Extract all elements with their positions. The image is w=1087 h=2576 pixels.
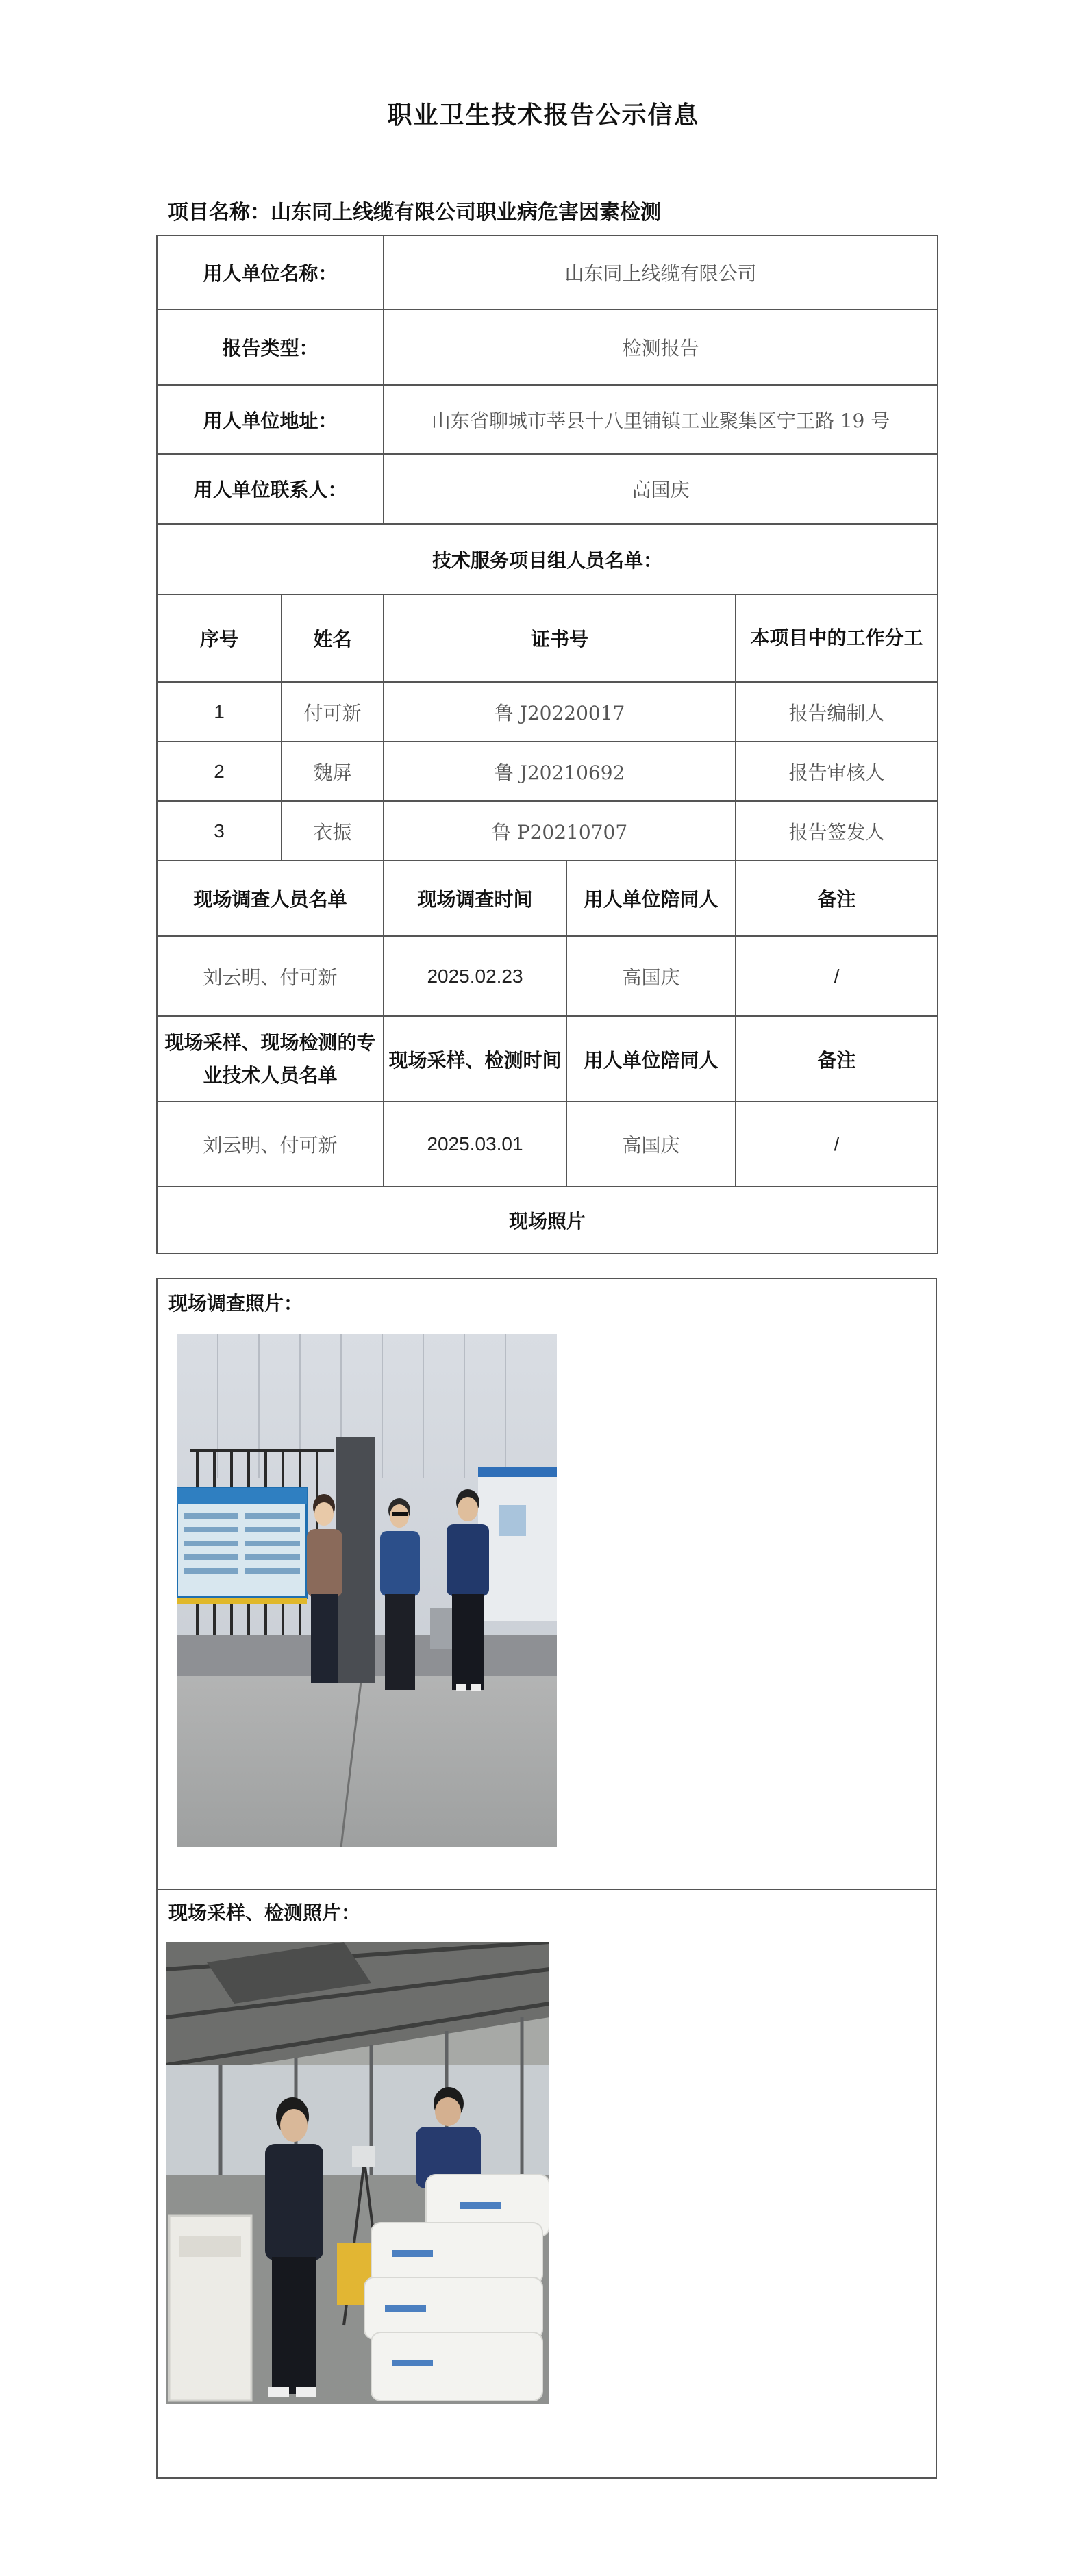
- survey-header-note: 备注: [736, 861, 938, 936]
- survey-photo: [177, 1334, 557, 1847]
- team-row-cert: 鲁 J20220017: [384, 682, 736, 742]
- team-row-name: 付可新: [282, 682, 384, 742]
- team-row-name: 衣振: [282, 801, 384, 861]
- sampling-row: [157, 1102, 938, 1187]
- team-heading-row: [157, 524, 938, 594]
- survey-header-date: 现场调查时间: [384, 861, 566, 936]
- team-row-role: 报告编制人: [736, 682, 938, 742]
- team-row-no: 1: [157, 682, 282, 742]
- info-row-report-type: [157, 310, 938, 385]
- project-value: 山东同上线缆有限公司职业病危害因素检测: [271, 201, 661, 225]
- team-row-name: 魏屏: [282, 742, 384, 801]
- sampling-header-date: 现场采样、检测时间: [384, 1016, 566, 1102]
- team-row: [157, 682, 938, 742]
- unit-name-label: 用人单位名称：: [157, 236, 384, 310]
- team-row-no: 3: [157, 801, 282, 861]
- team-header-no: 序号: [157, 594, 282, 682]
- team-header-row: [157, 594, 938, 682]
- photos-heading: 现场照片: [157, 1187, 938, 1254]
- address-value: 山东省聊城市莘县十八里铺镇工业聚集区宁王路 19 号: [384, 385, 938, 454]
- team-row: [157, 801, 938, 861]
- project-name: [168, 195, 661, 225]
- team-header-role: 本项目中的工作分工: [736, 594, 938, 682]
- survey-date: 2025.02.23: [384, 936, 566, 1016]
- sampling-photo-section: [158, 1889, 936, 2477]
- sampling-header-people: 现场采样、现场检测的专业技术人员名单: [157, 1016, 384, 1102]
- sampling-note: /: [736, 1102, 938, 1187]
- info-row-address: [157, 385, 938, 454]
- survey-escort: 高国庆: [566, 936, 736, 1016]
- team-row: [157, 742, 938, 801]
- team-row-no: 2: [157, 742, 282, 801]
- sampling-header-escort: 用人单位陪同人: [566, 1016, 736, 1102]
- sampling-photo-label: 现场采样、检测照片：: [168, 1902, 361, 1924]
- team-header-name: 姓名: [282, 594, 384, 682]
- team-row-cert: 鲁 J20210692: [384, 742, 736, 801]
- report-info-table: [156, 235, 938, 1254]
- team-row-role: 报告签发人: [736, 801, 938, 861]
- survey-row: [157, 936, 938, 1016]
- sampling-header-note: 备注: [736, 1016, 938, 1102]
- sampling-people: 刘云明、付可新: [157, 1102, 384, 1187]
- sampling-photo: [166, 1942, 549, 2404]
- photos-heading-row: [157, 1187, 938, 1254]
- survey-photo-label: 现场调查照片：: [168, 1292, 303, 1315]
- address-label: 用人单位地址：: [157, 385, 384, 454]
- info-row-unit-name: [157, 236, 938, 310]
- info-row-contact: [157, 454, 938, 524]
- team-heading: 技术服务项目组人员名单：: [157, 524, 938, 594]
- project-label: 项目名称：: [168, 201, 271, 225]
- survey-header-escort: 用人单位陪同人: [566, 861, 736, 936]
- unit-name-value: 山东同上线缆有限公司: [384, 236, 938, 310]
- sampling-escort: 高国庆: [566, 1102, 736, 1187]
- team-header-cert: 证书号: [384, 594, 736, 682]
- page-title: 职业卫生技术报告公示信息: [387, 101, 700, 129]
- survey-header-row: [157, 861, 938, 936]
- report-type-label: 报告类型：: [157, 310, 384, 385]
- sampling-date: 2025.03.01: [384, 1102, 566, 1187]
- team-row-cert: 鲁 P20210707: [384, 801, 736, 861]
- survey-note: /: [736, 936, 938, 1016]
- contact-value: 高国庆: [384, 454, 938, 524]
- contact-label: 用人单位联系人：: [157, 454, 384, 524]
- photos-panel: [156, 1278, 937, 2479]
- survey-people: 刘云明、付可新: [157, 936, 384, 1016]
- report-type-value: 检测报告: [384, 310, 938, 385]
- sampling-header-row: [157, 1016, 938, 1102]
- survey-photo-section: [158, 1279, 936, 1890]
- survey-header-people: 现场调查人员名单: [157, 861, 384, 936]
- team-row-role: 报告审核人: [736, 742, 938, 801]
